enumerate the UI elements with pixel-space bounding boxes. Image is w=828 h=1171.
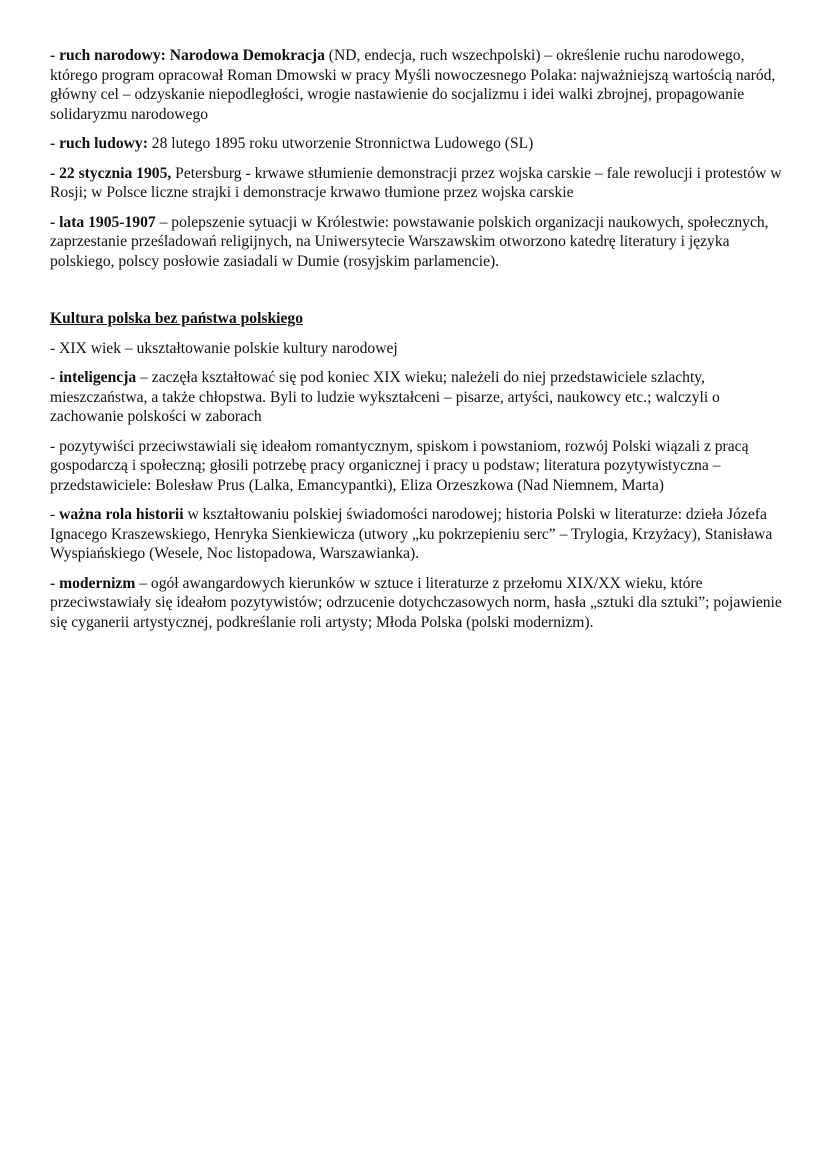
term-rola-historii: ważna rola historii [59, 506, 184, 523]
section-heading-kultura: Kultura polska bez państwa polskiego [50, 310, 304, 327]
paragraph-text: – polepszenie sytuacji w Królestwie: powstawanie polskich organizacji naukowych, społecznych, zaprzestanie prześladowań religijnych, na Uniwersytecie Warszawskim otworzono katedrę literatury i języka polskiego, polscy posłowie zasiadali w Dumie (rosyjskim parlamencie). [50, 213, 769, 270]
term-ruch-narodowy: - ruch narodowy: Narodowa Demokracja [50, 47, 325, 64]
paragraph-ruch-narodowy [50, 46, 790, 124]
paragraph-pozytywisci: - pozytywiści przeciwstawiali się ideałom romantycznym, spiskom i powstaniom, rozwój Polski wiązali z pracą gospodarczą i społeczną; głosili potrzebę pracy organicznej i pracy u podstaw; literatura pozytywistyczna – przedstawiciele: Bolesław Prus (Lalka, Emancypantki), Eliza Orzeszkowa (Nad Niemnem, Marta) [50, 437, 749, 494]
paragraph-text: – ogół awangardowych kierunków w sztuce i literaturze z przełomu XIX/XX wieku, które przeciwstawiały się ideałom pozytywistów; odrzucenie dotychczasowych norm, hasła „sztuki dla sztuki”; pojawienie się cyganerii artystycznej, podkreślanie roli artysty; Młoda Polska (polski modernizm). [50, 574, 782, 631]
paragraph-ruch-ludowy [50, 134, 790, 154]
paragraph-modernizm [50, 574, 790, 633]
term-inteligencja: inteligencja [59, 369, 137, 386]
paragraph-text: – zaczęła kształtować się pod koniec XIX wieku; należeli do niej przedstawiciele szlachty, mieszczaństwa, a także chłopstwa. Byli to ludzie wykształceni – pisarze, artyści, naukowcy etc.; walczyli o zachowanie polskości w zaborach [50, 369, 720, 425]
term-lata-1905-1907: - lata 1905-1907 [50, 213, 156, 231]
term-date-1905: - 22 stycznia 1905, [50, 164, 172, 182]
term-modernizm: - modernizm [50, 574, 136, 592]
paragraph-xix-wiek: - XIX wiek – ukształtowanie polskie kultury narodowej [50, 339, 398, 357]
paragraph-prefix: - [50, 369, 60, 386]
paragraph-text: w kształtowaniu polskiej świadomości narodowej; historia Polski w literaturze: dzieła Józefa Ignacego Kraszewskiego, Henryka Sienkiewicza (utwory „ku pokrzepieniu serc” – Trylogia, Krzyżacy), Stanisława Wyspiańskiego (Wesele, Noc listopadowa, Warszawianka). [50, 506, 773, 562]
paragraph-text: Petersburg - krwawe stłumienie demonstracji przez wojska carskie – fale rewolucji i protestów w Rosji; w Polsce liczne strajki i demonstracje krwawo tłumione przez wojska carskie [50, 164, 782, 201]
paragraph-22-stycznia-1905 [50, 164, 790, 203]
paragraph-text: (ND, endecja, ruch wszechpolski) – określenie ruchu narodowego, którego program opracował Roman Dmowski w pracy Myśli nowoczesnego Polaka: najważniejszą wartością naród, główny cel – odzyskanie niepodległości, wrogie nastawienie do socjalizmu i idei walki zbrojnej, propagowanie solidaryzmu narodowego [50, 47, 776, 123]
paragraph-prefix: - [50, 506, 60, 523]
paragraph-rola-historii [50, 505, 790, 564]
term-ruch-ludowy: - ruch ludowy: [50, 135, 148, 152]
paragraph-text: 28 lutego 1895 roku utworzenie Stronnictwa Ludowego (SL) [147, 135, 534, 152]
document-page [50, 46, 790, 642]
paragraph-lata-1905-1907 [50, 213, 790, 272]
paragraph-inteligencja [50, 368, 790, 427]
